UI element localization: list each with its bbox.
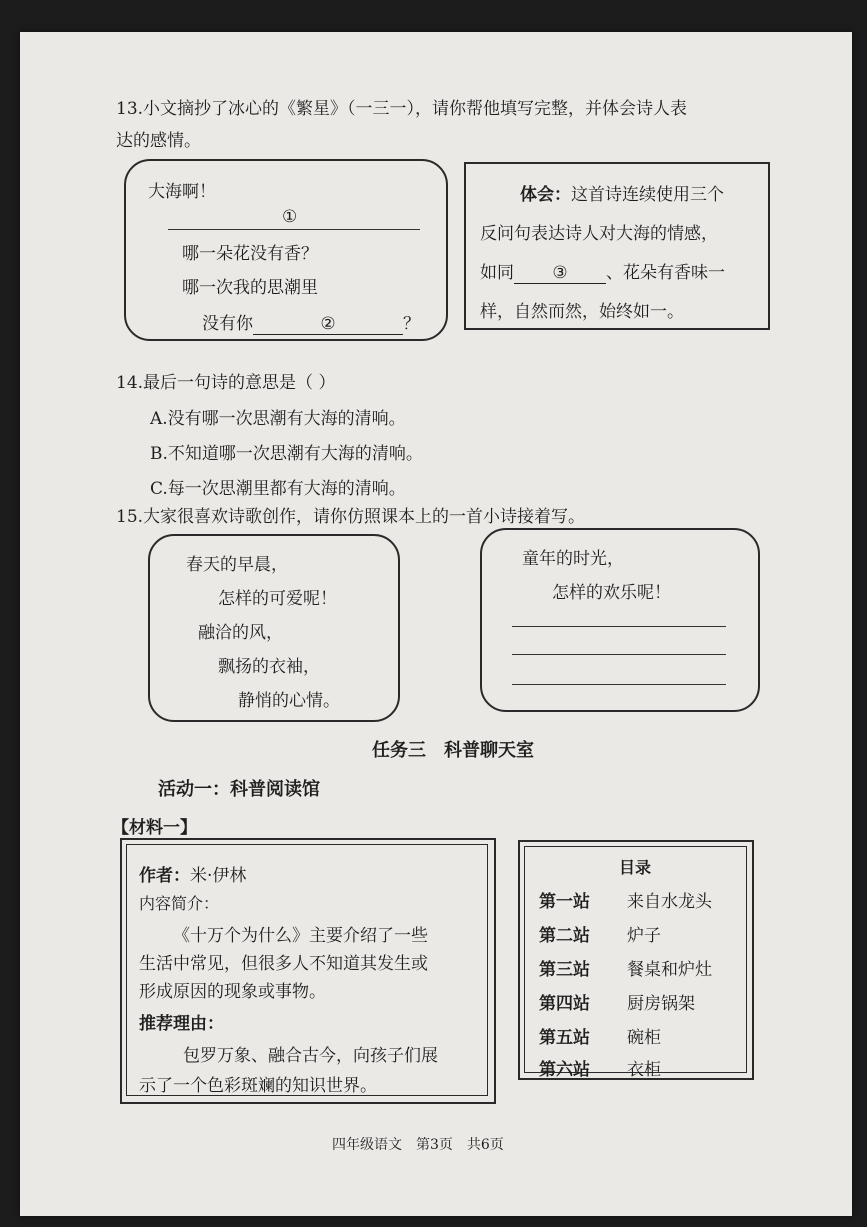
- insight-text-1: 这首诗连续使用三个: [571, 185, 724, 205]
- write-blank-1[interactable]: [512, 626, 726, 627]
- task3-title: 任务三 科普聊天室: [372, 740, 534, 761]
- toc-item: [539, 1023, 661, 1048]
- insight-box: [464, 162, 770, 330]
- exam-page: [20, 32, 852, 1216]
- activity-title: 活动一：科普阅读馆: [158, 779, 320, 800]
- intro-line-1: 《十万个为什么》主要介绍了一些: [173, 926, 428, 946]
- toc-inner: [524, 846, 747, 1080]
- intro-line-2: 生活中常见，但很多人不知道其发生或: [139, 954, 428, 974]
- book-info-box: [120, 838, 496, 1104]
- poem-box: [124, 159, 448, 341]
- toc-name: 来自水龙头: [627, 892, 712, 912]
- toc-station: 第四站: [539, 994, 590, 1014]
- write-blank-2[interactable]: [512, 654, 726, 655]
- insight-line-3: [480, 258, 725, 284]
- q15-stem: 15.大家很喜欢诗歌创作，请你仿照课本上的一首小诗接着写。: [116, 507, 586, 527]
- q13-stem-line2: 达的感情。: [116, 131, 201, 151]
- toc-name: 餐桌和炉灶: [627, 960, 712, 980]
- poem-line-2: 哪一朵花没有香？: [182, 244, 318, 264]
- toc-station: 第五站: [539, 1028, 590, 1048]
- reason-line-1: 包罗万象、融合古今，向孩子们展: [183, 1046, 438, 1066]
- toc-item: [539, 921, 661, 946]
- q14-option-b[interactable]: B.不知道哪一次思潮有大海的清响。: [150, 444, 423, 464]
- insight-line-1: [520, 180, 724, 205]
- insight-line-2: 反问句表达诗人对大海的情感，: [480, 224, 718, 244]
- write-blank-3[interactable]: [512, 684, 726, 685]
- poem-line-3: 哪一次我的思潮里: [182, 278, 318, 298]
- sample-line-4: 飘扬的衣袖，: [218, 657, 320, 677]
- insight-label: 体会：: [520, 185, 571, 205]
- blank-1-marker: ①: [282, 207, 298, 227]
- sample-line-5: 静悄的心情。: [238, 691, 340, 711]
- author-name: 米·伊林: [190, 866, 247, 886]
- poem-line-1: 大海啊！: [148, 182, 216, 202]
- toc-name: 炉子: [627, 926, 661, 946]
- blank-2[interactable]: [253, 314, 403, 335]
- q14-stem: 14.最后一句诗的意思是（ ）: [116, 373, 336, 393]
- write-line-1: 童年的时光，: [522, 549, 624, 569]
- insight-text-3-pre: 如同: [480, 263, 514, 283]
- page-footer: 四年级语文 第3页 共6页: [332, 1137, 504, 1153]
- write-poem-box: [480, 528, 760, 712]
- sample-line-2: 怎样的可爱呢！: [218, 589, 337, 609]
- toc-name: 衣柜: [627, 1060, 661, 1080]
- toc-station: 第三站: [539, 960, 590, 980]
- toc-item: [539, 887, 712, 912]
- blank-3[interactable]: [514, 263, 606, 284]
- toc-item: [539, 955, 712, 980]
- book-info-inner: [126, 844, 488, 1096]
- toc-box: [518, 840, 754, 1080]
- toc-item: [539, 989, 695, 1014]
- poem-line-4-post: ？: [403, 314, 420, 334]
- q14-option-a[interactable]: A.没有哪一次思潮有大海的清响。: [150, 409, 406, 429]
- toc-station: 第二站: [539, 926, 590, 946]
- write-line-2: 怎样的欢乐呢！: [552, 583, 671, 603]
- reason-label: 推荐理由：: [139, 1014, 224, 1034]
- insight-line-4: 样，自然而然，始终如一。: [480, 302, 684, 322]
- q14-option-c[interactable]: C.每一次思潮里都有大海的清响。: [150, 479, 406, 499]
- q13-stem-line1: 13.小文摘抄了冰心的《繁星》（一三一），请你帮他填写完整，并体会诗人表: [116, 99, 688, 119]
- toc-item: [539, 1055, 661, 1080]
- author-line: [139, 861, 246, 886]
- intro-line-3: 形成原因的现象或事物。: [139, 982, 326, 1002]
- poem-line-4-pre: 没有你: [202, 314, 253, 334]
- toc-title: 目录: [619, 858, 652, 877]
- toc-station: 第一站: [539, 892, 590, 912]
- reason-line-2: 示了一个色彩斑斓的知识世界。: [139, 1076, 377, 1096]
- blank-3-marker: ③: [552, 263, 568, 283]
- poem-line-4: [202, 309, 420, 335]
- toc-station: 第六站: [539, 1060, 590, 1080]
- author-label: 作者：: [139, 866, 190, 886]
- sample-line-3: 融洽的风，: [198, 623, 283, 643]
- sample-line-1: 春天的早晨，: [186, 555, 288, 575]
- intro-label: 内容简介：: [139, 894, 220, 913]
- blank-2-marker: ②: [320, 314, 336, 334]
- insight-text-3-post: 、花朵有香味一: [606, 263, 725, 283]
- sample-poem-box: [148, 534, 400, 722]
- toc-name: 碗柜: [627, 1028, 661, 1048]
- toc-name: 厨房锅架: [627, 994, 695, 1014]
- material-label: 【材料一】: [112, 818, 197, 838]
- blank-1-line[interactable]: [168, 229, 420, 230]
